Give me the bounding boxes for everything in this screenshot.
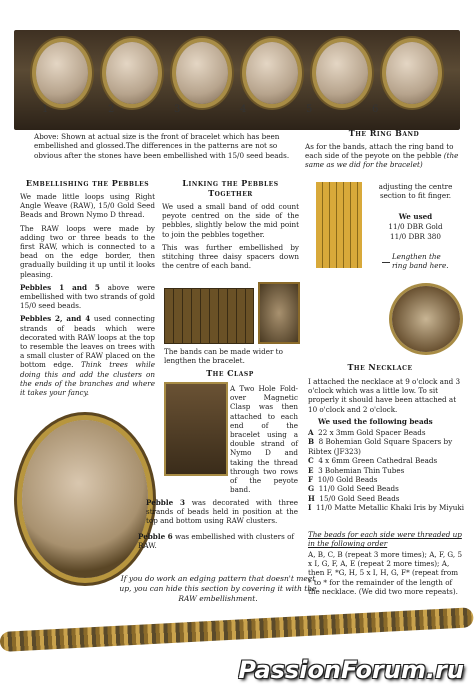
section-heading: Linking the Pebbles Together [182,178,279,198]
paragraph: We used a small band of odd count peyote centred on the side of the pebbles, slightly below the mid point to join the pebbles together. [162,202,299,239]
bracelet-photo [14,30,460,130]
paragraph: The bands can be made wider to lengthen the bracelet. [164,347,283,366]
material-item: 11/0 DBR 380 [390,232,441,241]
paragraph: I attached the necklace at 9 o'clock and 3 o'clock which was a little low. To sit properly it should have been attached at 10 o'clock and 2 o'clock. [308,377,461,414]
list-item: E 3 Bohemian Thin Tubes [308,465,405,475]
pebble-1 [36,42,88,104]
list-item: G 11/0 Gold Seed Beads [308,484,399,494]
photo-number: 5 [306,104,313,115]
photo-number: 6 [372,104,379,115]
section-heading: The Clasp [206,368,254,378]
ring-band-section [305,128,463,170]
list-item: F 10/0 Gold Beads [308,475,378,485]
pebble-5 [316,42,368,104]
ring-photo [392,286,460,352]
embellishing-section [20,178,155,401]
paragraph: As for the bands, attach the ring band to each side of the peyote on the pebble (the same as we did for the bracelet) [305,142,459,170]
paragraph: Pebble 6 was embellished with clusters of RAW. [138,532,295,551]
list-item: B 8 Bohemian Gold Square Spacers by Ribtex (JF323) [308,437,453,456]
material-item: 11/0 DBR Gold [388,222,443,231]
photo-caption: Above: Shown at actual size is the front of bracelet which has been embellished and glossed.The differences in the patterns are not so obvious after the stones have been embellished with 15/0 seed beads. [34,132,290,160]
paragraph: adjusting the centre section to fit finger. [378,182,453,201]
paragraph: Pebble 3 was decorated with three strands of beads held in position at the top and bottom using RAW clusters. [146,498,298,526]
paragraph: Pebbles 2, and 4 used connecting strands of beads which were decorated with RAW loops at the top to resemble the leaves on trees with a small cluster of RAW placed on the bottom edge. Think trees while doing this and add the clusters on the ends of the branches and where it takes your fancy. [20,314,155,398]
pebble-2 [106,42,158,104]
paragraph: We made little loops using Right Angle Weave (RAW), 15/0 Gold Seed Beads and Brown Nymo D thread. [20,192,155,220]
paragraph: A Two Hole Fold-over Magnetic Clasp was then attached to each end of the bracelet using a double strand of Nymo D and taking the thread through two rows of the peyote band. [230,384,298,495]
bead-list [308,428,466,513]
order-heading: The beads for each side were threaded up in the following order [308,530,462,549]
pebble-4 [246,42,298,104]
watermark: PassionForum.ru [238,656,464,684]
ring-band-diagram [316,182,362,268]
list-item: I 11/0 Matte Metallic Khaki Iris by Miyuki [308,503,465,513]
pebble-6 [386,42,438,104]
we-used-heading: We used the following beads [318,417,433,426]
necklace-photo [0,607,474,652]
pebble-3 [176,42,228,104]
paragraph: The RAW loops were made by adding two or three beads to the first RAW, which is connected to a bead on the edge border, then gradually building it up until it looks pleasing. [20,223,155,279]
tip-note: If you do work an edging pattern that doesn't meet up, you can hide this section by covering it with the RAW embellishment. [119,574,317,603]
photo-number: 1 [42,104,49,115]
paragraph: This was further embellished by stitching three daisy spacers down the centre of each band. [162,242,299,271]
order-text: A, B, C, B (repeat 3 more times); A, F, G, 5 x I, G, F, A, E (repeat 2 more times); A, then F, *G, H, 5 x I, H, G, F* (repeat from * to * for the remainder of the length of the necklace. (We did two more repeats). [308,550,463,596]
we-used-heading: We used [398,212,433,221]
linking-section [162,178,299,274]
band-photo [258,282,300,344]
section-heading: The Necklace [347,362,413,372]
photo-number: 4 [240,104,247,115]
pebble-closeup-photo [22,420,148,578]
arrow-icon [382,262,390,263]
list-item: A 22 x 3mm Gold Spacer Beads [308,428,426,437]
paragraph: Pebbles 1 and 5 above were embellished with two strands of gold 15/0 seed beads. [20,282,155,311]
lengthen-note: Lengthen the ring band here. [392,252,449,271]
section-heading: The Ring Band [348,128,420,138]
section-heading: Embellishing the Pebbles [25,178,150,188]
peyote-band-diagram [164,288,254,344]
list-item: C 4 x 6mm Green Cathedral Beads [308,456,438,466]
photo-number: 3 [174,104,181,115]
list-item: H 15/0 Gold Seed Beads [308,493,400,503]
photo-number: 2 [108,104,115,115]
clasp-photo [164,382,228,476]
